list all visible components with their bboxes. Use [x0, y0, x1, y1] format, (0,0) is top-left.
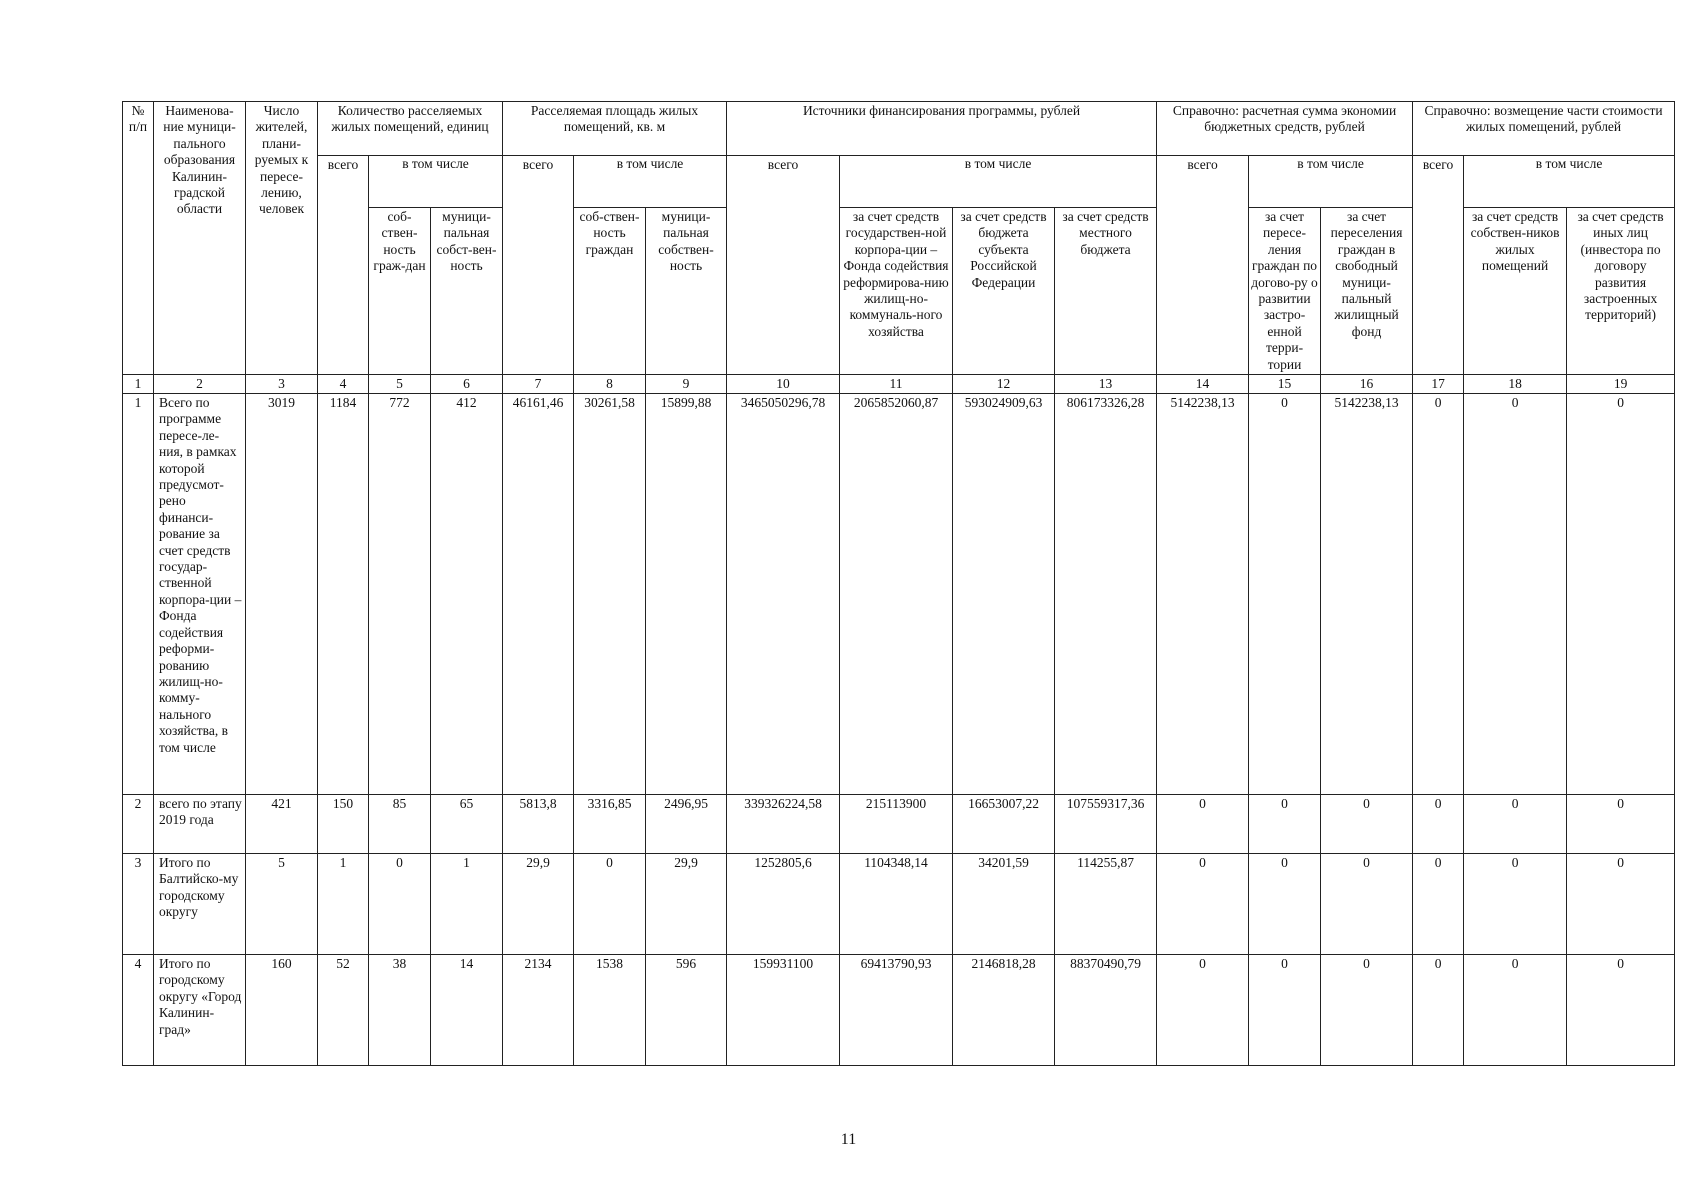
- table-cell: 0: [1157, 854, 1249, 955]
- table-cell: 0: [1464, 795, 1567, 854]
- table-cell: 5142238,13: [1321, 394, 1413, 795]
- header-num: № п/п: [123, 102, 154, 375]
- table-cell: 215113900: [840, 795, 953, 854]
- page-number: 11: [840, 1131, 857, 1148]
- header-row-2: [123, 156, 1675, 208]
- table-cell: 0: [1157, 795, 1249, 854]
- table-cell: 1252805,6: [727, 854, 840, 955]
- header-residents: Число жителей, плани-руемых к пересе-лению, человек: [246, 102, 318, 375]
- table-cell: 0: [1249, 394, 1321, 795]
- column-number: 3: [246, 375, 318, 394]
- header-area-including: в том числе: [574, 156, 727, 208]
- table-cell: 159931100: [727, 955, 840, 1066]
- table-cell: 2496,95: [646, 795, 727, 854]
- table-cell: 5813,8: [503, 795, 574, 854]
- row-name-cell: Всего по программе пересе-ле-ния, в рамках которой предусмот-рено финанси-рование за счет средств государ-ственной корпора-ции – Фонда содействия реформи-рованию жилищ-но-комму-нального хозяйства, в том числе: [154, 394, 246, 795]
- column-number: 5: [369, 375, 431, 394]
- header-units-including: в том числе: [369, 156, 503, 208]
- column-number: 15: [1249, 375, 1321, 394]
- header-compensation-including: в том числе: [1464, 156, 1675, 208]
- column-number: 12: [953, 375, 1055, 394]
- table-cell: 1: [431, 854, 503, 955]
- table-cell: 3019: [246, 394, 318, 795]
- header-comp-owners: за счет средств собствен-ников жилых помещений: [1464, 207, 1567, 374]
- table-cell: 4: [123, 955, 154, 1066]
- table-body: [123, 394, 1675, 1066]
- header-economy: Справочно: расчетная сумма экономии бюджетных средств, рублей: [1157, 102, 1413, 156]
- header-econ-development: за счет пересе-ления граждан по догово-ру о развитии застро-енной терри-тории: [1249, 207, 1321, 374]
- column-numbers-row: [123, 375, 1675, 394]
- table-cell: 0: [1249, 955, 1321, 1066]
- table-row: [123, 854, 1675, 955]
- header-units-private: соб-ствен-ность граж-дан: [369, 207, 431, 374]
- table-cell: 806173326,28: [1055, 394, 1157, 795]
- table-cell: 65: [431, 795, 503, 854]
- table-cell: 2146818,28: [953, 955, 1055, 1066]
- header-fund-corporation: за счет средств государствен-ной корпора-ции – Фонда содействия реформирова-нию жилищ-но-коммуналь-ного хозяйства: [840, 207, 953, 374]
- table-cell: 150: [318, 795, 369, 854]
- table-cell: 0: [574, 854, 646, 955]
- header-name: Наименова-ние муници-пального образования Калинин-градской области: [154, 102, 246, 375]
- table-cell: 421: [246, 795, 318, 854]
- header-units-total: всего: [318, 156, 369, 375]
- column-number: 16: [1321, 375, 1413, 394]
- table-cell: 0: [1321, 955, 1413, 1066]
- table-cell: 52: [318, 955, 369, 1066]
- table-cell: 0: [1464, 394, 1567, 795]
- table-cell: 3: [123, 854, 154, 955]
- table-cell: 69413790,93: [840, 955, 953, 1066]
- table-cell: 29,9: [503, 854, 574, 955]
- table-cell: 0: [1249, 795, 1321, 854]
- header-area: Расселяемая площадь жилых помещений, кв. м: [503, 102, 727, 156]
- column-number: 11: [840, 375, 953, 394]
- table-cell: 15899,88: [646, 394, 727, 795]
- header-units: Количество расселяемых жилых помещений, единиц: [318, 102, 503, 156]
- table-cell: 29,9: [646, 854, 727, 955]
- column-number: 17: [1413, 375, 1464, 394]
- row-name-cell: Итого по Балтийско-му городскому округу: [154, 854, 246, 955]
- header-economy-total: всего: [1157, 156, 1249, 375]
- table-cell: 160: [246, 955, 318, 1066]
- table-cell: 85: [369, 795, 431, 854]
- column-number: 1: [123, 375, 154, 394]
- table-row: [123, 955, 1675, 1066]
- header-area-private: соб-ствен-ность граждан: [574, 207, 646, 374]
- header-econ-free-fund: за счет переселения граждан в свободный муници-пальный жилищный фонд: [1321, 207, 1413, 374]
- column-number: 13: [1055, 375, 1157, 394]
- table-cell: 34201,59: [953, 854, 1055, 955]
- header-compensation-total: всего: [1413, 156, 1464, 375]
- table-cell: 1: [123, 394, 154, 795]
- column-number: 2: [154, 375, 246, 394]
- row-name-cell: Итого по городскому округу «Город Калинин-град»: [154, 955, 246, 1066]
- table-cell: 3465050296,78: [727, 394, 840, 795]
- table-cell: 46161,46: [503, 394, 574, 795]
- header-funding-including: в том числе: [840, 156, 1157, 208]
- header-area-municipal: муници-пальная собствен-ность: [646, 207, 727, 374]
- table-cell: 339326224,58: [727, 795, 840, 854]
- table-cell: 772: [369, 394, 431, 795]
- header-compensation: Справочно: возмещение части стоимости жилых помещений, рублей: [1413, 102, 1675, 156]
- table-cell: 14: [431, 955, 503, 1066]
- table-cell: 3316,85: [574, 795, 646, 854]
- table-cell: 114255,87: [1055, 854, 1157, 955]
- table-cell: 0: [1567, 854, 1675, 955]
- column-number: 14: [1157, 375, 1249, 394]
- table-cell: 0: [1464, 854, 1567, 955]
- column-number: 7: [503, 375, 574, 394]
- table-cell: 88370490,79: [1055, 955, 1157, 1066]
- table-cell: 107559317,36: [1055, 795, 1157, 854]
- header-funding-total: всего: [727, 156, 840, 375]
- column-number: 19: [1567, 375, 1675, 394]
- header-row-1: [123, 102, 1675, 156]
- table-cell: 30261,58: [574, 394, 646, 795]
- column-number: 9: [646, 375, 727, 394]
- table-cell: 0: [1567, 394, 1675, 795]
- row-name-cell: всего по этапу 2019 года: [154, 795, 246, 854]
- table-cell: 0: [1157, 955, 1249, 1066]
- table-cell: 2065852060,87: [840, 394, 953, 795]
- resettlement-table: [122, 101, 1675, 1066]
- table-row: [123, 394, 1675, 795]
- column-number: 10: [727, 375, 840, 394]
- header-area-total: всего: [503, 156, 574, 375]
- table-cell: 2: [123, 795, 154, 854]
- header-fund-local: за счет средств местного бюджета: [1055, 207, 1157, 374]
- table-cell: 16653007,22: [953, 795, 1055, 854]
- table-cell: 412: [431, 394, 503, 795]
- column-number: 18: [1464, 375, 1567, 394]
- table-cell: 5142238,13: [1157, 394, 1249, 795]
- header-fund-region: за счет средств бюджета субъекта Российской Федерации: [953, 207, 1055, 374]
- table-cell: 38: [369, 955, 431, 1066]
- table-cell: 1: [318, 854, 369, 955]
- table-cell: 1184: [318, 394, 369, 795]
- table-cell: 5: [246, 854, 318, 955]
- table-cell: 0: [369, 854, 431, 955]
- table-cell: 596: [646, 955, 727, 1066]
- table-cell: 0: [1321, 854, 1413, 955]
- table-cell: 1104348,14: [840, 854, 953, 955]
- table-cell: 0: [1413, 955, 1464, 1066]
- table-row: [123, 795, 1675, 854]
- header-comp-others: за счет средств иных лиц (инвестора по договору развития застроенных территорий): [1567, 207, 1675, 374]
- table-cell: 0: [1249, 854, 1321, 955]
- header-economy-including: в том числе: [1249, 156, 1413, 208]
- table-cell: 1538: [574, 955, 646, 1066]
- table-cell: 0: [1413, 394, 1464, 795]
- table-cell: 0: [1413, 795, 1464, 854]
- header-units-municipal: муници-пальная собст-вен-ность: [431, 207, 503, 374]
- column-number: 6: [431, 375, 503, 394]
- header-funding: Источники финансирования программы, рублей: [727, 102, 1157, 156]
- table-cell: 593024909,63: [953, 394, 1055, 795]
- column-number: 8: [574, 375, 646, 394]
- column-number: 4: [318, 375, 369, 394]
- table-cell: 0: [1464, 955, 1567, 1066]
- table-cell: 2134: [503, 955, 574, 1066]
- table-cell: 0: [1567, 795, 1675, 854]
- table-cell: 0: [1413, 854, 1464, 955]
- table-cell: 0: [1567, 955, 1675, 1066]
- table-cell: 0: [1321, 795, 1413, 854]
